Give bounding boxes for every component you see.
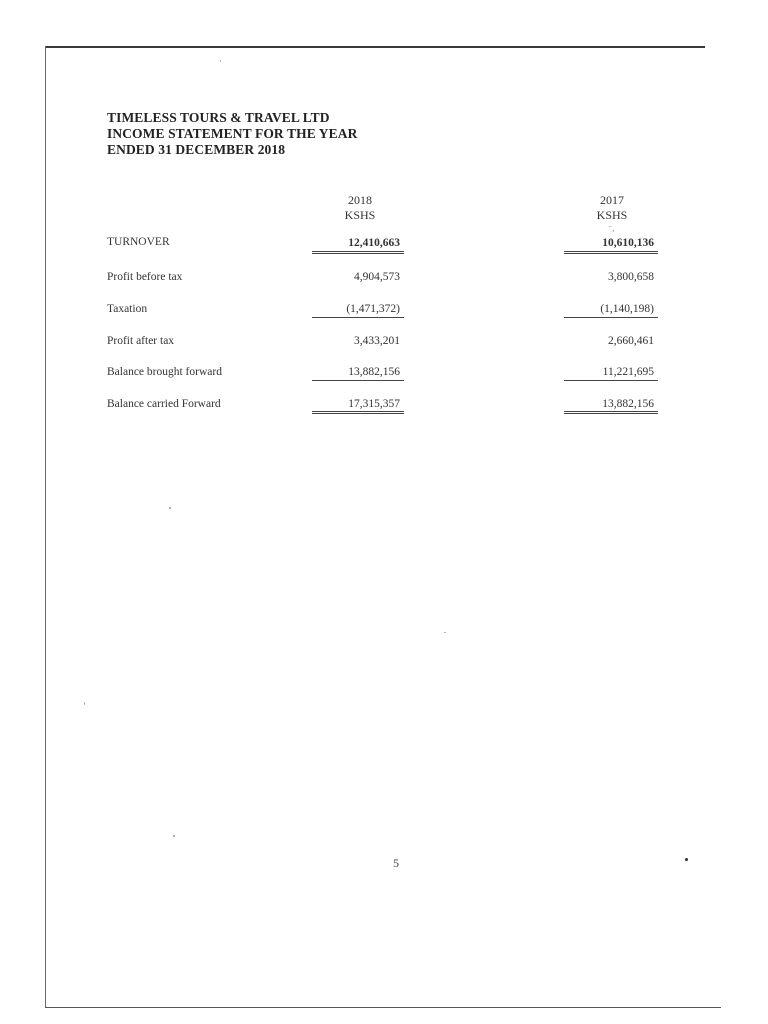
column-header-2018	[330, 193, 390, 223]
row-label-balance-carried-forward: Balance carried Forward	[107, 398, 221, 410]
column-year-2018: 2018	[348, 193, 372, 207]
turnover-2017-double-rule	[564, 251, 658, 254]
page-top-edge	[45, 46, 705, 48]
profit-after-tax-2017: 2,660,461	[608, 335, 654, 347]
row-label-turnover: TURNOVER	[107, 236, 170, 248]
scan-speck	[173, 835, 175, 837]
balance-carried-forward-2018-double-rule	[312, 411, 404, 414]
profit-before-tax-2017: 3,800,658	[608, 271, 654, 283]
column-header-2017	[582, 193, 642, 223]
company-name: TIMELESS TOURS & TRAVEL LTD	[107, 110, 330, 125]
statement-heading	[107, 110, 357, 158]
row-label-profit-after-tax: Profit after tax	[107, 335, 175, 347]
scan-mark: ⁻,	[608, 224, 615, 233]
profit-after-tax-2018: 3,433,201	[354, 335, 400, 347]
scan-speck	[220, 60, 221, 62]
page-number: 5	[393, 856, 399, 870]
row-label-profit-before-tax: Profit before tax	[107, 271, 183, 283]
scan-speck	[169, 507, 171, 509]
balance-brought-forward-2017-rule	[564, 380, 658, 381]
balance-brought-forward-2018: 13,882,156	[348, 366, 400, 378]
scan-speck	[685, 858, 688, 861]
row-label-taxation: Taxation	[107, 303, 148, 315]
page-left-edge	[45, 46, 46, 1008]
statement-title-line1: INCOME STATEMENT FOR THE YEAR	[107, 126, 358, 141]
column-currency-2017: KSHS	[596, 208, 628, 222]
profit-before-tax-2018: 4,904,573	[354, 271, 400, 283]
taxation-2017: (1,140,198)	[600, 303, 654, 315]
page-bottom-edge	[45, 1007, 721, 1008]
scan-speck	[84, 702, 85, 705]
taxation-2017-rule	[564, 317, 658, 318]
column-currency-2018: KSHS	[344, 208, 376, 222]
balance-brought-forward-2018-rule	[312, 380, 404, 381]
taxation-2018-rule	[312, 317, 404, 318]
balance-brought-forward-2017: 11,221,695	[602, 366, 654, 378]
taxation-2018: (1,471,372)	[346, 303, 400, 315]
column-year-2017: 2017	[600, 193, 624, 207]
statement-title-line2: ENDED 31 DECEMBER 2018	[107, 142, 286, 157]
balance-carried-forward-2017-double-rule	[564, 411, 658, 414]
turnover-2018: 12,410,663	[348, 237, 400, 249]
turnover-2017: 10,610,136	[602, 237, 654, 249]
balance-carried-forward-2017: 13,882,156	[602, 398, 654, 410]
row-label-balance-brought-forward: Balance brought forward	[107, 366, 222, 378]
scan-speck	[444, 632, 446, 633]
balance-carried-forward-2018: 17,315,357	[348, 398, 400, 410]
turnover-2018-double-rule	[312, 251, 404, 254]
